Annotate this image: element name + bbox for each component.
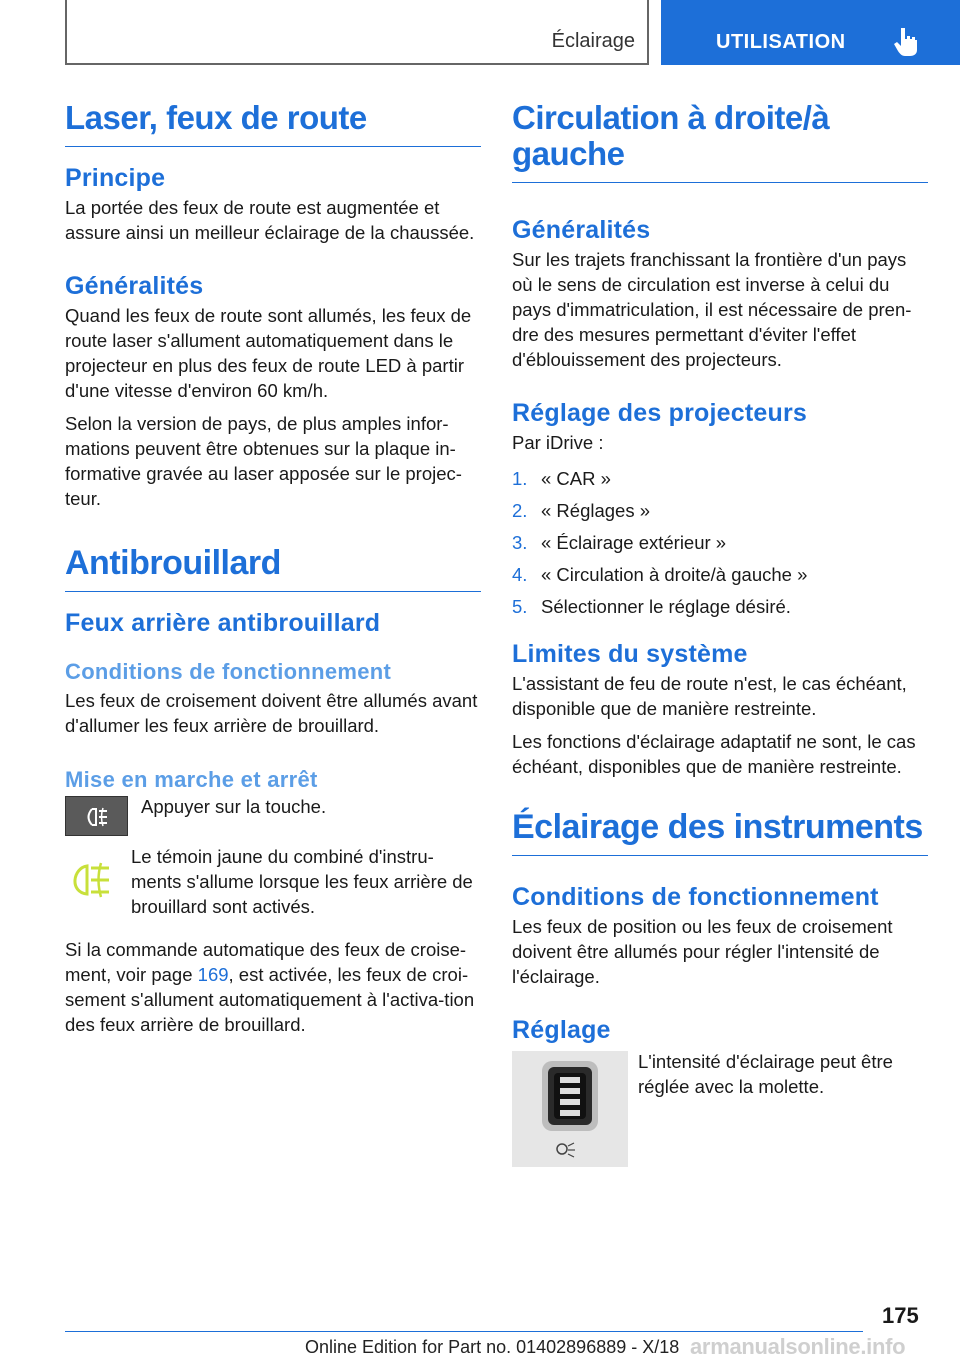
heading-circulation: Circulation à droite/à gauche <box>512 100 928 183</box>
dimmer-wheel-image <box>512 1051 628 1167</box>
footer-divider <box>65 1331 863 1332</box>
heading-generalites-circulation: Généralités <box>512 216 651 244</box>
text-par-idrive: Par iDrive : <box>512 432 604 453</box>
text-generalites-2: Selon la version de pays, de plus amples infor-mations peuvent être obtenues sur la plaque in-formative gravée au laser apposée sur le projec-teur. <box>65 413 462 509</box>
heading-antibrouillard: Antibrouillard <box>65 545 481 592</box>
text-limites-2: Les fonctions d'éclairage adaptatif ne sont, le cas échéant, disponibles que de manière restreinte. <box>512 731 916 777</box>
fog-light-indicator-icon <box>65 858 117 910</box>
chapter-tab-label: UTILISATION <box>716 31 846 53</box>
page-link-169[interactable]: 169 <box>197 964 229 985</box>
heading-reglage-projecteurs: Réglage des projecteurs <box>512 399 807 427</box>
fog-light-button-icon <box>65 796 128 836</box>
text-principe: La portée des feux de route est augmentée et assure ainsi un meilleur éclairage de la chaussée. <box>65 197 475 243</box>
footer-edition: Online Edition for Part no. 01402896889 - X/18 <box>305 1337 680 1357</box>
list-item: 2. « Réglages » <box>512 500 651 521</box>
text-conditions-instruments: Les feux de position ou les feux de croisement doivent être allumés pour régler l'intensité de l'éclairage. <box>512 916 893 987</box>
heading-principe: Principe <box>65 164 166 192</box>
heading-conditions-instruments: Conditions de fonctionnement <box>512 883 879 911</box>
left-column <box>65 100 481 1045</box>
right-column <box>512 100 928 1177</box>
pointing-hand-icon <box>894 26 920 56</box>
idrive-steps <box>512 463 928 623</box>
text-generalites-circulation: Sur les trajets franchissant la frontière d'un pays où le sens de circulation est inverse à celui du pays d'immatriculation, il est nécessaire de pren-dre des mesures permettant d'éviter l'effet d'éblouissement des projecteurs. <box>512 249 912 370</box>
header-frame <box>65 0 649 65</box>
list-item: 3. « Éclairage extérieur » <box>512 532 727 553</box>
list-item: 5. Sélectionner le réglage désiré. <box>512 596 791 617</box>
section-title: Éclairage <box>551 30 635 52</box>
page-number: 175 <box>882 1303 919 1328</box>
text-temoin: Le témoin jaune du combiné d'instru-ments s'allume lorsque les feux arrière de brouillard sont activés. <box>131 846 473 917</box>
text-generalites-1: Quand les feux de route sont allumés, les feux de route laser s'allument automatiquement dans le projecteur en plus des feux de route LED à partir d'une vitesse d'environ 60 km/h. <box>65 305 472 401</box>
text-conditions: Les feux de croisement doivent être allumés avant d'allumer les feux arrière de brouillard. <box>65 690 478 736</box>
text-limites-1: L'assistant de feu de route n'est, le cas échéant, disponible que de manière restreinte. <box>512 673 907 719</box>
heading-generalites-laser: Généralités <box>65 272 204 300</box>
list-item: 4. « Circulation à droite/à gauche » <box>512 564 808 585</box>
list-item: 1. « CAR » <box>512 468 611 489</box>
watermark: armanualsonline.info <box>690 1334 906 1359</box>
heading-feux-arriere: Feux arrière antibrouillard <box>65 609 381 637</box>
heading-eclairage-instruments: Éclairage des instruments <box>512 809 928 856</box>
chapter-tab[interactable] <box>661 0 960 65</box>
heading-conditions-fonctionnement: Conditions de fonctionnement <box>65 659 392 684</box>
heading-limites: Limites du système <box>512 640 748 668</box>
text-appuyer: Appuyer sur la touche. <box>141 796 327 817</box>
heading-mise-en-marche: Mise en marche et arrêt <box>65 767 318 792</box>
text-reglage: L'intensité d'éclairage peut être réglée avec la molette. <box>638 1051 893 1097</box>
heading-reglage: Réglage <box>512 1016 611 1044</box>
heading-laser: Laser, feux de route <box>65 100 481 147</box>
text-commande-auto: Si la commande automatique des feux de croise-ment, voir page 169, est activée, les feux de croi-sement s'allument automatiquement à l'activa-tion des feux arrière de brouillard. <box>65 939 475 1035</box>
